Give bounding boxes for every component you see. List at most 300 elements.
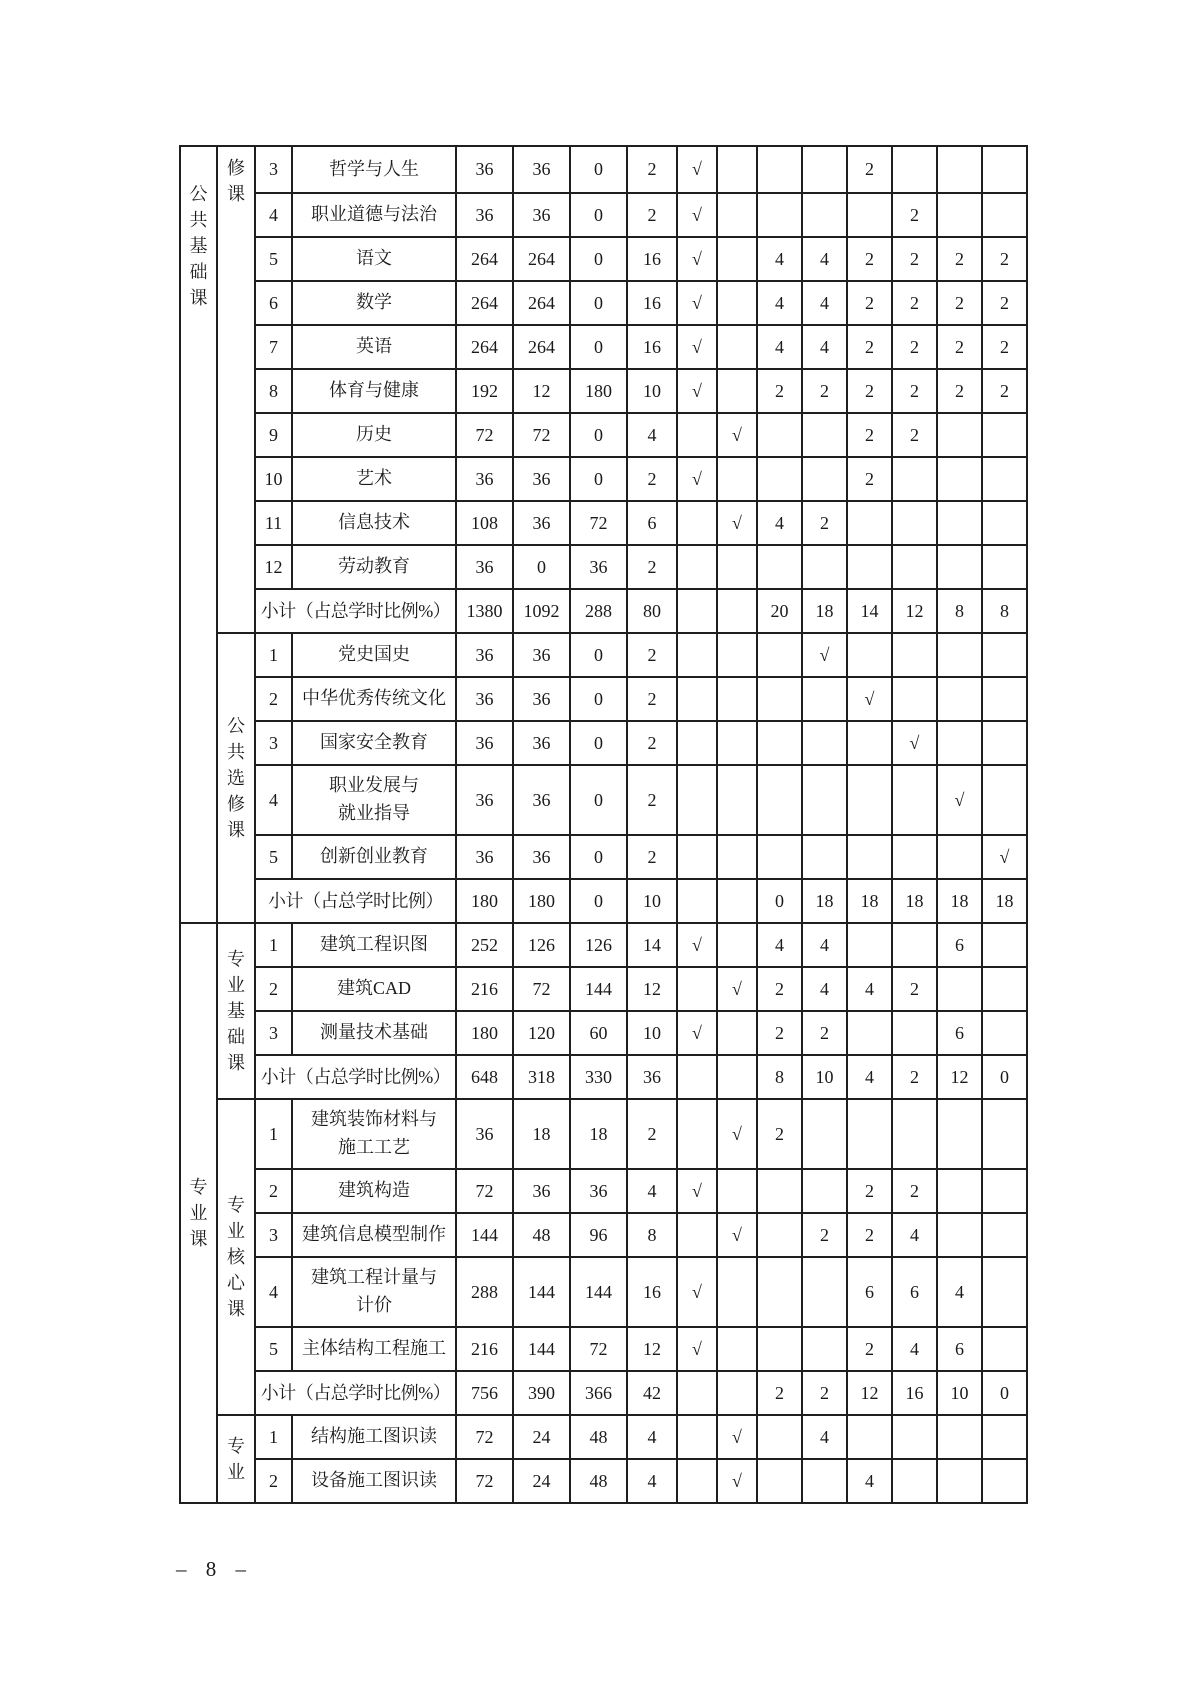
theory-hours-cell: 144 [513, 1257, 570, 1327]
theory-hours-cell: 36 [513, 765, 570, 835]
semester-2-cell [802, 677, 847, 721]
semester-1-cell [757, 413, 802, 457]
course-row [180, 1459, 1027, 1503]
semester-1-cell [757, 677, 802, 721]
credits-cell: 10 [627, 369, 677, 413]
semester-5-cell [937, 457, 982, 501]
exam-check-cell: √ [677, 1327, 717, 1371]
semester-5-cell [937, 1169, 982, 1213]
semester-1-cell [757, 1169, 802, 1213]
total-hours-cell: 36 [456, 146, 513, 193]
semester-3-cell: 2 [847, 1213, 892, 1257]
subcategory-cell-text [218, 147, 254, 203]
semester-6-cell: 2 [982, 281, 1027, 325]
semester-1-cell: 4 [757, 237, 802, 281]
semester-5-cell: √ [937, 765, 982, 835]
semester-4-cell [892, 457, 937, 501]
semester-5-cell: 6 [937, 923, 982, 967]
exam-check-cell [677, 1415, 717, 1459]
semester-2-cell: 10 [802, 1055, 847, 1099]
assess-check-cell [717, 325, 757, 369]
assess-check-cell [717, 369, 757, 413]
semester-6-cell: 2 [982, 369, 1027, 413]
vertical-char: 业 [227, 975, 245, 995]
semester-2-cell [802, 146, 847, 193]
semester-4-cell: 2 [892, 193, 937, 237]
total-hours-cell: 72 [456, 413, 513, 457]
credits-cell: 2 [627, 457, 677, 501]
semester-5-cell: 6 [937, 1011, 982, 1055]
course-row [180, 457, 1027, 501]
course-number-cell: 4 [255, 193, 292, 237]
theory-hours-cell: 24 [513, 1415, 570, 1459]
course-row [180, 237, 1027, 281]
course-number-cell: 9 [255, 413, 292, 457]
exam-check-cell: √ [677, 325, 717, 369]
credits-cell: 14 [627, 923, 677, 967]
semester-2-cell: √ [802, 633, 847, 677]
total-hours-cell: 288 [456, 1257, 513, 1327]
theory-hours-cell: 180 [513, 879, 570, 923]
semester-1-cell [757, 633, 802, 677]
credits-cell: 2 [627, 835, 677, 879]
semester-6-cell [982, 1459, 1027, 1503]
course-row [180, 721, 1027, 765]
credits-cell: 10 [627, 879, 677, 923]
practice-hours-cell: 0 [570, 879, 627, 923]
course-name-line: 施工工艺 [338, 1137, 410, 1157]
credits-cell: 16 [627, 325, 677, 369]
course-row [180, 369, 1027, 413]
practice-hours-cell: 72 [570, 501, 627, 545]
semester-6-cell [982, 1169, 1027, 1213]
semester-5-cell: 2 [937, 237, 982, 281]
course-row [180, 193, 1027, 237]
subtotal-label-cell: 小计（占总学时比例%） [255, 1055, 456, 1099]
course-number-cell: 3 [255, 721, 292, 765]
semester-4-cell: 2 [892, 1169, 937, 1213]
course-name-line: 数学 [356, 292, 392, 313]
assess-check-cell [717, 1169, 757, 1213]
semester-3-cell [847, 1099, 892, 1169]
subcategory-cell-text [218, 950, 254, 1072]
course-row [180, 633, 1027, 677]
course-number-cell: 6 [255, 281, 292, 325]
semester-1-cell [757, 765, 802, 835]
vertical-char: 专 [227, 949, 245, 969]
exam-check-cell [677, 1459, 717, 1503]
semester-3-cell [847, 765, 892, 835]
theory-hours-cell: 36 [513, 835, 570, 879]
assess-check-cell: √ [717, 967, 757, 1011]
semester-1-cell: 4 [757, 923, 802, 967]
total-hours-cell: 108 [456, 501, 513, 545]
category-cell [180, 146, 217, 923]
subcategory-cell [217, 1415, 255, 1503]
semester-5-cell: 18 [937, 879, 982, 923]
credits-cell: 16 [627, 237, 677, 281]
subcategory-cell [217, 146, 255, 633]
course-name-cell [292, 325, 456, 369]
semester-3-cell [847, 835, 892, 879]
practice-hours-cell: 0 [570, 721, 627, 765]
course-name-line: 国家安全教育 [320, 732, 428, 753]
assess-check-cell [717, 765, 757, 835]
total-hours-cell: 264 [456, 237, 513, 281]
course-name-line: 艺术 [356, 468, 392, 489]
course-name-line: 测量技术基础 [320, 1022, 428, 1043]
theory-hours-cell: 120 [513, 1011, 570, 1055]
semester-5-cell: 2 [937, 325, 982, 369]
semester-2-cell [802, 545, 847, 589]
practice-hours-cell: 180 [570, 369, 627, 413]
credits-cell: 4 [627, 1415, 677, 1459]
semester-6-cell: 2 [982, 237, 1027, 281]
semester-3-cell: 2 [847, 281, 892, 325]
semester-6-cell [982, 1415, 1027, 1459]
semester-3-cell: 18 [847, 879, 892, 923]
practice-hours-cell: 0 [570, 457, 627, 501]
subcategory-cell [217, 923, 255, 1099]
practice-hours-cell: 0 [570, 325, 627, 369]
assess-check-cell: √ [717, 1099, 757, 1169]
vertical-char: 心 [227, 1273, 245, 1293]
semester-1-cell: 2 [757, 967, 802, 1011]
semester-5-cell [937, 967, 982, 1011]
credits-cell: 16 [627, 281, 677, 325]
semester-5-cell: 12 [937, 1055, 982, 1099]
semester-2-cell: 2 [802, 1371, 847, 1415]
total-hours-cell: 252 [456, 923, 513, 967]
semester-2-cell: 4 [802, 923, 847, 967]
total-hours-cell: 216 [456, 967, 513, 1011]
semester-1-cell: 20 [757, 589, 802, 633]
course-row [180, 1327, 1027, 1371]
assess-check-cell [717, 1011, 757, 1055]
course-row [180, 677, 1027, 721]
assess-check-cell [717, 146, 757, 193]
course-name-cell [292, 967, 456, 1011]
credits-cell: 8 [627, 1213, 677, 1257]
subtotal-label-cell: 小计（占总学时比例） [255, 879, 456, 923]
credits-cell: 2 [627, 721, 677, 765]
semester-3-cell: 2 [847, 369, 892, 413]
practice-hours-cell: 0 [570, 193, 627, 237]
theory-hours-cell: 36 [513, 633, 570, 677]
semester-6-cell [982, 501, 1027, 545]
semester-6-cell [982, 545, 1027, 589]
semester-6-cell [982, 413, 1027, 457]
semester-2-cell: 4 [802, 325, 847, 369]
semester-2-cell: 18 [802, 589, 847, 633]
course-name-cell [292, 193, 456, 237]
course-name-line: 主体结构工程施工 [302, 1338, 446, 1359]
vertical-char: 核 [227, 1247, 245, 1267]
course-name-line: 结构施工图识读 [311, 1426, 437, 1447]
semester-2-cell: 4 [802, 237, 847, 281]
subtotal-row [180, 1055, 1027, 1099]
semester-4-cell: 4 [892, 1327, 937, 1371]
semester-6-cell: 2 [982, 325, 1027, 369]
assess-check-cell [717, 1055, 757, 1099]
semester-2-cell [802, 413, 847, 457]
subcategory-cell [217, 633, 255, 923]
total-hours-cell: 36 [456, 677, 513, 721]
semester-6-cell [982, 1213, 1027, 1257]
semester-6-cell [982, 721, 1027, 765]
assess-check-cell [717, 1327, 757, 1371]
semester-4-cell [892, 633, 937, 677]
course-row [180, 1213, 1027, 1257]
course-row [180, 967, 1027, 1011]
course-number-cell: 3 [255, 1011, 292, 1055]
semester-3-cell [847, 501, 892, 545]
credits-cell: 10 [627, 1011, 677, 1055]
practice-hours-cell: 0 [570, 835, 627, 879]
vertical-char: 公 [189, 184, 208, 204]
course-name-cell [292, 237, 456, 281]
course-name-line: 建筑装饰材料与 [311, 1109, 437, 1130]
theory-hours-cell: 36 [513, 501, 570, 545]
semester-4-cell [892, 1011, 937, 1055]
course-name-line: 体育与健康 [329, 380, 419, 401]
semester-6-cell [982, 1257, 1027, 1327]
course-name-cell [292, 835, 456, 879]
semester-2-cell [802, 457, 847, 501]
total-hours-cell: 36 [456, 193, 513, 237]
semester-2-cell [802, 1459, 847, 1503]
total-hours-cell: 144 [456, 1213, 513, 1257]
exam-check-cell [677, 1055, 717, 1099]
semester-3-cell: 12 [847, 1371, 892, 1415]
semester-3-cell: 2 [847, 413, 892, 457]
course-name-cell [292, 545, 456, 589]
semester-5-cell [937, 1415, 982, 1459]
course-name-cell [292, 721, 456, 765]
exam-check-cell [677, 879, 717, 923]
semester-5-cell [937, 1213, 982, 1257]
subcategory-cell [217, 1099, 255, 1415]
vertical-char: 基 [189, 236, 208, 256]
theory-hours-cell: 36 [513, 1169, 570, 1213]
semester-6-cell: 8 [982, 589, 1027, 633]
course-name-line: 建筑信息模型制作 [302, 1224, 446, 1245]
semester-2-cell: 4 [802, 967, 847, 1011]
course-number-cell: 12 [255, 545, 292, 589]
course-name-cell [292, 1257, 456, 1327]
exam-check-cell [677, 835, 717, 879]
credits-cell: 4 [627, 1459, 677, 1503]
course-number-cell: 1 [255, 1415, 292, 1459]
semester-1-cell [757, 146, 802, 193]
semester-2-cell: 4 [802, 1415, 847, 1459]
semester-1-cell [757, 1213, 802, 1257]
total-hours-cell: 216 [456, 1327, 513, 1371]
total-hours-cell: 36 [456, 457, 513, 501]
semester-5-cell [937, 413, 982, 457]
vertical-char: 公 [227, 716, 245, 736]
semester-3-cell [847, 1415, 892, 1459]
course-name-line: 历史 [356, 424, 392, 445]
semester-2-cell [802, 765, 847, 835]
theory-hours-cell: 18 [513, 1099, 570, 1169]
total-hours-cell: 756 [456, 1371, 513, 1415]
credits-cell: 2 [627, 1099, 677, 1169]
total-hours-cell: 180 [456, 879, 513, 923]
category-cell-text [181, 147, 216, 307]
theory-hours-cell: 1092 [513, 589, 570, 633]
vertical-char: 基 [227, 1001, 245, 1021]
course-name-cell [292, 281, 456, 325]
subtotal-row [180, 589, 1027, 633]
total-hours-cell: 36 [456, 633, 513, 677]
course-number-cell: 8 [255, 369, 292, 413]
total-hours-cell: 648 [456, 1055, 513, 1099]
theory-hours-cell: 36 [513, 193, 570, 237]
page-number: – 8 – [176, 1557, 253, 1581]
course-row [180, 146, 1027, 193]
vertical-char: 础 [189, 262, 208, 282]
total-hours-cell: 72 [456, 1459, 513, 1503]
semester-6-cell [982, 146, 1027, 193]
semester-1-cell: 8 [757, 1055, 802, 1099]
course-number-cell: 4 [255, 765, 292, 835]
course-number-cell: 2 [255, 677, 292, 721]
credits-cell: 80 [627, 589, 677, 633]
semester-3-cell: 6 [847, 1257, 892, 1327]
course-name-line: 职业道德与法治 [311, 204, 437, 225]
course-row [180, 923, 1027, 967]
assess-check-cell: √ [717, 501, 757, 545]
semester-1-cell [757, 835, 802, 879]
theory-hours-cell: 12 [513, 369, 570, 413]
semester-3-cell: 2 [847, 146, 892, 193]
practice-hours-cell: 0 [570, 146, 627, 193]
course-name-line: 计价 [356, 1295, 392, 1315]
semester-5-cell: 2 [937, 281, 982, 325]
theory-hours-cell: 144 [513, 1327, 570, 1371]
practice-hours-cell: 144 [570, 967, 627, 1011]
course-number-cell: 4 [255, 1257, 292, 1327]
semester-5-cell [937, 677, 982, 721]
course-number-cell: 1 [255, 923, 292, 967]
assess-check-cell [717, 545, 757, 589]
course-row [180, 281, 1027, 325]
practice-hours-cell: 0 [570, 281, 627, 325]
course-number-cell: 2 [255, 1459, 292, 1503]
assess-check-cell [717, 633, 757, 677]
course-number-cell: 3 [255, 146, 292, 193]
exam-check-cell: √ [677, 193, 717, 237]
credits-cell: 2 [627, 146, 677, 193]
vertical-char: 选 [227, 768, 245, 788]
credits-cell: 2 [627, 193, 677, 237]
assess-check-cell: √ [717, 1459, 757, 1503]
credits-cell: 12 [627, 967, 677, 1011]
semester-2-cell: 2 [802, 1213, 847, 1257]
course-number-cell: 5 [255, 835, 292, 879]
semester-3-cell [847, 193, 892, 237]
credits-cell: 2 [627, 633, 677, 677]
semester-5-cell [937, 633, 982, 677]
course-name-line: 劳动教育 [338, 556, 410, 577]
practice-hours-cell: 96 [570, 1213, 627, 1257]
semester-4-cell: 4 [892, 1213, 937, 1257]
course-name-cell [292, 413, 456, 457]
semester-5-cell: 4 [937, 1257, 982, 1327]
theory-hours-cell: 264 [513, 237, 570, 281]
semester-3-cell: 14 [847, 589, 892, 633]
practice-hours-cell: 144 [570, 1257, 627, 1327]
course-name-cell [292, 457, 456, 501]
total-hours-cell: 264 [456, 325, 513, 369]
semester-1-cell [757, 193, 802, 237]
subcategory-cell-text [218, 1437, 254, 1481]
vertical-char: 专 [227, 1195, 245, 1215]
theory-hours-cell: 390 [513, 1371, 570, 1415]
theory-hours-cell: 36 [513, 677, 570, 721]
exam-check-cell: √ [677, 369, 717, 413]
vertical-char: 专 [227, 1436, 245, 1456]
semester-2-cell [802, 1169, 847, 1213]
theory-hours-cell: 126 [513, 923, 570, 967]
semester-4-cell [892, 1415, 937, 1459]
semester-4-cell: 2 [892, 413, 937, 457]
subtotal-label-cell: 小计（占总学时比例%） [255, 1371, 456, 1415]
semester-2-cell [802, 1327, 847, 1371]
semester-5-cell [937, 835, 982, 879]
semester-5-cell: 8 [937, 589, 982, 633]
semester-1-cell: 4 [757, 501, 802, 545]
vertical-char: 共 [227, 742, 245, 762]
course-number-cell: 3 [255, 1213, 292, 1257]
curriculum-table-body [180, 146, 1027, 1503]
course-name-line: 建筑工程识图 [320, 934, 428, 955]
semester-1-cell [757, 457, 802, 501]
practice-hours-cell: 288 [570, 589, 627, 633]
course-name-cell [292, 765, 456, 835]
vertical-char: 专 [189, 1177, 208, 1197]
curriculum-table [179, 145, 1028, 1504]
credits-cell: 4 [627, 413, 677, 457]
total-hours-cell: 1380 [456, 589, 513, 633]
course-row [180, 1099, 1027, 1169]
semester-4-cell [892, 677, 937, 721]
assess-check-cell [717, 589, 757, 633]
theory-hours-cell: 36 [513, 721, 570, 765]
course-number-cell: 7 [255, 325, 292, 369]
exam-check-cell [677, 589, 717, 633]
semester-5-cell [937, 1459, 982, 1503]
course-name-cell [292, 677, 456, 721]
semester-6-cell [982, 1327, 1027, 1371]
exam-check-cell: √ [677, 1169, 717, 1213]
course-name-line: 职业发展与 [329, 775, 419, 796]
assess-check-cell: √ [717, 1415, 757, 1459]
course-row [180, 1415, 1027, 1459]
semester-2-cell [802, 721, 847, 765]
course-name-cell [292, 1011, 456, 1055]
credits-cell: 2 [627, 545, 677, 589]
semester-4-cell: 2 [892, 967, 937, 1011]
vertical-char: 业 [189, 1203, 208, 1223]
subtotal-row [180, 1371, 1027, 1415]
assess-check-cell: √ [717, 1213, 757, 1257]
course-name-line: 信息技术 [338, 512, 410, 533]
assess-check-cell [717, 193, 757, 237]
theory-hours-cell: 264 [513, 325, 570, 369]
credits-cell: 6 [627, 501, 677, 545]
